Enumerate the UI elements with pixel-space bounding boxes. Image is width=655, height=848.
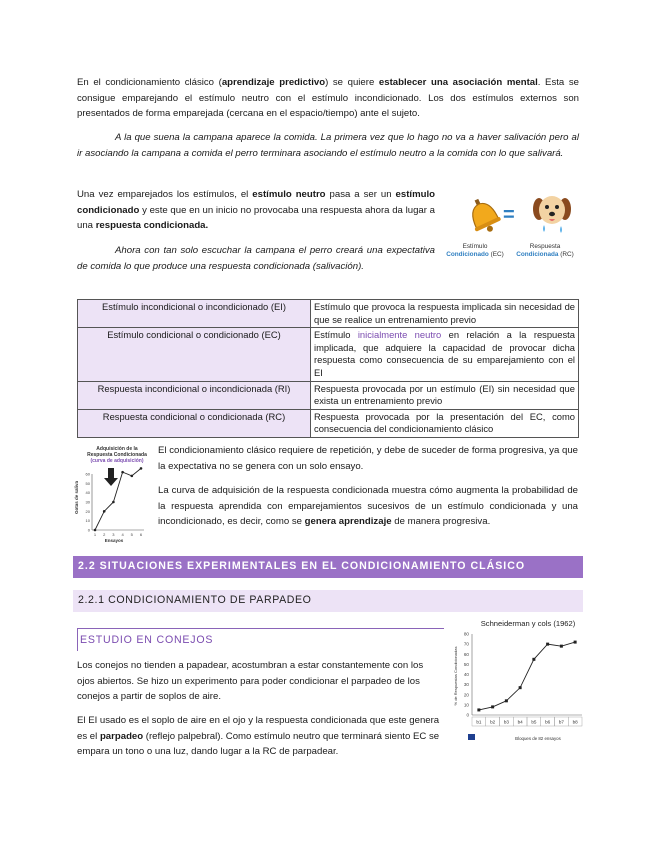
- chart-xlabel: Bloques de 82 ensayos: [515, 736, 561, 741]
- mini-chart-point: [140, 467, 143, 470]
- section-heading: [73, 556, 583, 578]
- chart-x-tick: b7: [558, 719, 564, 725]
- chart-ylabel: % de Respuestas Condicionadas: [453, 646, 458, 706]
- mini-chart-title-2: Respuesta Condicionada: [87, 452, 147, 458]
- table-def-ei: Estímulo que provoca la respuesta implicada sin necesidad de que se realice un entrenamiento previo: [311, 300, 579, 328]
- chart-y-tick: 60: [463, 651, 469, 657]
- mini-chart-x-tick: 2: [103, 532, 106, 537]
- chart-x-tick: b1: [476, 719, 482, 725]
- acquisition-curve-paragraph: [158, 483, 578, 530]
- paired-text-1: Una vez emparejados los estímulos, el: [77, 189, 253, 200]
- mini-chart-ylabel: Gotas de saliva: [74, 480, 79, 514]
- mini-chart-point: [121, 471, 124, 474]
- mini-chart-plot: [74, 444, 152, 544]
- mini-chart-xlabel: Ensayos: [104, 538, 124, 543]
- mini-chart-y-tick: 0: [87, 527, 90, 533]
- mini-chart-x-tick: 5: [130, 532, 133, 537]
- chart-point: [519, 686, 522, 689]
- chart-x-tick: b8: [572, 719, 578, 725]
- acquisition-mini-chart: [74, 444, 152, 544]
- expectation-paragraph: Ahora con tan solo escuchar la campana el perro creará una expectativa de comida lo que produce una respuesta condicionada (salivación).: [77, 245, 435, 272]
- chart-y-tick: 20: [463, 692, 469, 698]
- mini-chart-point: [131, 475, 134, 478]
- mini-chart-title-3: (curva de adquisición): [90, 458, 144, 464]
- table-row: [78, 381, 579, 409]
- stimulus-caption: [444, 243, 506, 259]
- table-def-rc: Respuesta provocada por la presentación del EC, como consecuencia del condicionamiento clásico: [311, 409, 579, 437]
- mini-chart-y-tick: 20: [85, 508, 90, 514]
- response-caption-line1: Respuesta: [529, 243, 561, 250]
- study-heading-text: ESTUDIO EN CONEJOS: [80, 634, 214, 646]
- intro-text-3: . Esta se consigue emparejando el estímulo neutro con el estímulo incondicionado. Los dos estímulos externos son presentados de forma emparejada (cercana en el espacio/tiempo) ante el sujeto.: [77, 77, 579, 120]
- chart-y-tick: 40: [463, 672, 469, 677]
- puff-bold-parpadeo: parpadeo: [99, 730, 144, 742]
- mini-chart-point: [103, 510, 106, 513]
- table-row: [78, 409, 579, 437]
- chart-point: [477, 708, 480, 711]
- response-caption: [514, 243, 576, 259]
- table-def-ec-b: en relación a la respuesta implicada, que adquiere la capacidad de provocar dicha respuesta como consecuencia de su emparejamiento con el EI: [314, 329, 575, 378]
- curve-text-1: La curva de adquisición de la respuesta condicionada muestra cómo augmenta la probabilidad de la respuesta aprendida con emparejamientos sucesivos de un estímulo condicionada y una incondicionado, es decir, como se: [158, 485, 578, 528]
- repetition-paragraph: El condicionamiento clásico requiere de repetición, y debe de suceder de forma progresiva, ya que la expectativa no se genera con un solo ensayo.: [158, 445, 578, 472]
- mini-chart-x-tick: 1: [93, 532, 97, 537]
- chart-y-tick: 10: [463, 702, 469, 708]
- mini-chart-title-1: Adquisición de la: [96, 446, 138, 452]
- intro-bold-aprendizaje: aprendizaje predictivo: [221, 77, 326, 88]
- chart-point: [546, 643, 549, 646]
- rabbits-paragraph: Los conejos no tienden a papadear, acostumbran a estar constantemente con los ojos abiertos. Se hizo un experimento para poder condicionar el parpadeo de los conejos a partir de soplos de aire.: [77, 660, 424, 703]
- table-term-ri: Respuesta incondicional o incondicionada (RI): [78, 381, 311, 409]
- chart-x-tick: b5: [531, 719, 537, 725]
- mini-chart-line: [95, 468, 141, 530]
- mini-chart-point: [94, 529, 97, 532]
- chart-point: [491, 705, 494, 708]
- chart-x-tick: b2: [490, 719, 496, 725]
- curve-bold-aprendizaje: genera aprendizaje: [304, 516, 392, 528]
- mini-chart-x-tick: 6: [139, 532, 143, 537]
- chart-y-tick: 80: [463, 631, 469, 637]
- section-heading-text: 2.2 SITUACIONES EXPERIMENTALES EN EL CONDICIONAMIENTO CLÁSICO: [78, 560, 526, 572]
- response-caption-accent: Condicionada: [516, 251, 559, 258]
- schneiderman-chart-plot: [448, 614, 588, 744]
- chart-point: [560, 645, 563, 648]
- chart-x-tick: b3: [503, 719, 509, 725]
- paired-text-2: pasa a ser un: [325, 189, 396, 200]
- mini-chart-y-tick: 30: [85, 499, 90, 505]
- mini-chart-y-tick: 60: [85, 471, 90, 477]
- table-term-ei: Estímulo incondicional o incondicionado (EI): [78, 300, 311, 328]
- chart-x-tick: b4: [517, 719, 523, 725]
- intro-bold-asociacion: establecer una asociación mental: [378, 77, 538, 88]
- chart-x-tick: b6: [545, 719, 551, 725]
- intro-text-1: En el condicionamiento clásico (: [77, 77, 222, 88]
- chart-point: [505, 699, 508, 702]
- chart-series-line: [479, 642, 575, 710]
- table-term-ec: Estímulo condicional o condicionado (EC): [78, 328, 311, 381]
- paired-stimuli-paragraph: [77, 187, 435, 234]
- bell-dog-figure: [444, 192, 584, 264]
- chart-point: [574, 641, 577, 644]
- chart-y-tick: 50: [463, 661, 469, 667]
- chart-legend-marker: [468, 734, 475, 740]
- puff-text-1: El EI usado es el soplo de aire en el ojo y la respuesta condicionada que este genera es el: [77, 715, 440, 742]
- table-def-ec-highlight: inicialmente neutro: [357, 329, 442, 341]
- air-puff-paragraph: [77, 713, 443, 760]
- table-def-ec-a: Estímulo: [314, 329, 358, 341]
- puff-text-2: (reflejo palpebral). Como estímulo neutro que terminará siento EC se empara un tono o una luz, dando lugar a la RC de parpadear.: [77, 730, 440, 758]
- mini-chart-x-tick: 3: [112, 532, 115, 537]
- bell-example-paragraph: A la que suena la campana aparece la comida. La primera vez que lo hago no va a haver salivación pero al ir asociando la campana a comida el perro terminara asociando el estímulo neutro a la comida con lo que salivará.: [77, 132, 579, 159]
- table-def-ec: [311, 328, 579, 381]
- table-def-ri: Respuesta provocada por un estímulo (EI) sin necesidad que exista un entrenamiento previo: [311, 381, 579, 409]
- equals-sign: =: [503, 204, 515, 226]
- subsection-heading-text: 2.2.1 CONDICIONAMIENTO DE PARPADEO: [78, 594, 312, 606]
- paired-bold-respuesta: respuesta condicionada.: [95, 220, 209, 232]
- stimulus-caption-abbr: (EC): [488, 251, 504, 258]
- study-heading: [77, 628, 444, 651]
- stimulus-caption-accent: Condicionado: [446, 251, 489, 258]
- chart-y-tick: 0: [466, 712, 469, 718]
- mini-chart-y-tick: 50: [85, 480, 90, 486]
- intro-text-2: ) se quiere: [325, 77, 379, 88]
- subsection-heading: [73, 590, 583, 612]
- mini-chart-y-tick: 10: [85, 518, 90, 524]
- intro-paragraph: [77, 75, 579, 122]
- chart-point: [532, 658, 535, 661]
- definitions-table: [77, 299, 579, 438]
- bell-icon: [462, 194, 506, 238]
- table-row: [78, 328, 579, 381]
- chart-title: Schneiderman y cols (1962): [480, 619, 576, 628]
- dog-icon: [531, 192, 573, 236]
- curve-text-2: de manera progresiva.: [391, 516, 491, 528]
- paired-bold-condicionado: estímulo condicionado: [77, 189, 435, 216]
- mini-chart-y-tick: 40: [85, 490, 90, 496]
- chart-y-tick: 70: [463, 641, 469, 647]
- mini-chart-point: [112, 501, 115, 504]
- stimulus-caption-line1: Estímulo: [462, 243, 488, 250]
- chart-y-tick: 30: [463, 682, 469, 688]
- table-term-rc: Respuesta condicional o condicionada (RC): [78, 409, 311, 437]
- response-caption-abbr: (RC): [558, 251, 574, 258]
- paired-text-3: y este que en un inicio no provocaba una respuesta ahora da lugar a una: [77, 204, 435, 232]
- paired-bold-neutro: estímulo neutro: [252, 189, 326, 200]
- mini-chart-arrow: [104, 468, 118, 486]
- mini-chart-x-tick: 4: [121, 532, 124, 537]
- table-row: [78, 300, 579, 328]
- schneiderman-chart: [448, 614, 588, 744]
